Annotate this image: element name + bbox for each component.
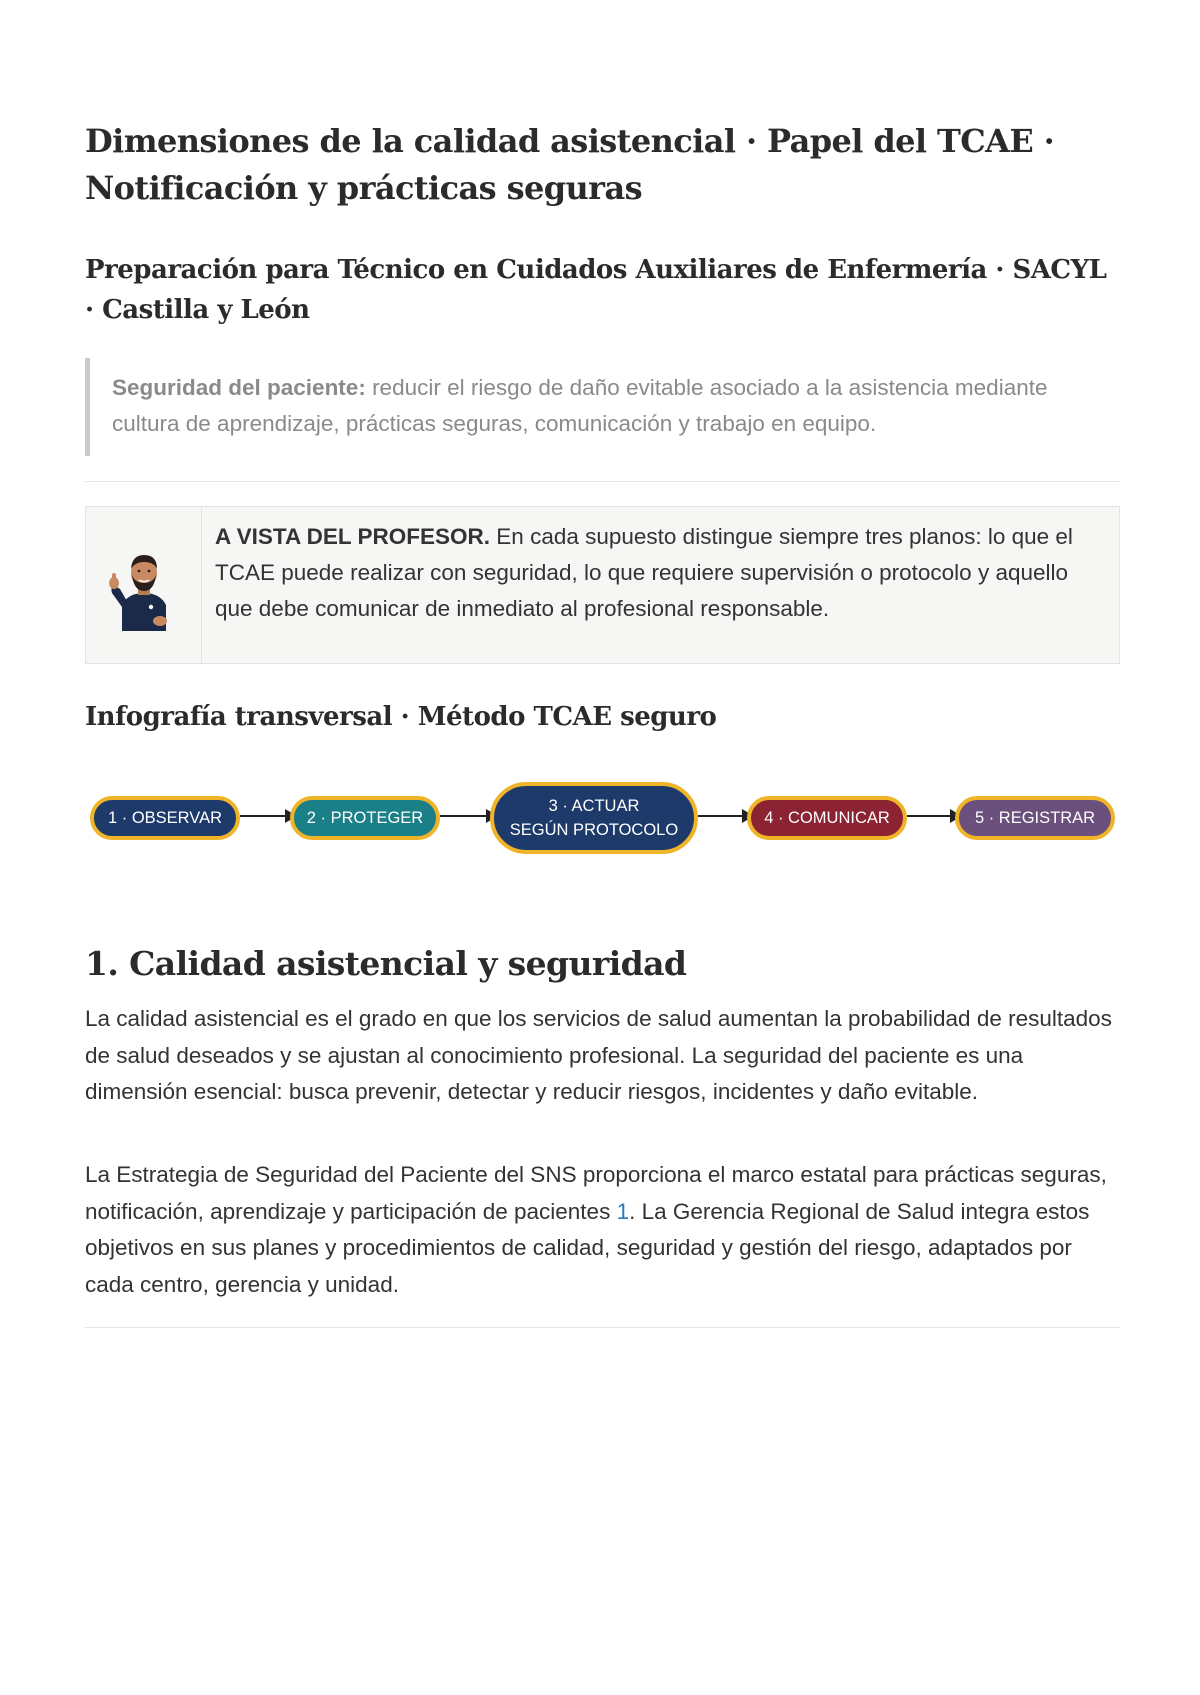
safe-method-flow (85, 778, 1120, 854)
flow-arrow (440, 815, 496, 817)
step-label: 4 · COMUNICAR (764, 809, 890, 827)
quote-text: reducir el riesgo de daño evitable asociado a la asistencia mediante cultura de aprendizaje, prácticas seguras, comunicación y trabajo en equipo. (112, 375, 1048, 436)
document-subtitle: Preparación para Técnico en Cuidados Auxiliares de Enfermería · SACYL · Castilla y León (85, 255, 1107, 325)
flow-arrow (698, 815, 752, 817)
paragraph-text: . La Gerencia Regional de Salud integra estos objetivos en sus planes y procedimientos de calidad, seguridad y gestión del riesgo, adaptados por cada centro, gerencia y unidad. (85, 1198, 1090, 1297)
professor-note-box (85, 506, 1120, 664)
reference-link-1[interactable]: 1 (616, 1198, 630, 1224)
flow-arrow (240, 815, 295, 817)
step-label: 2 · PROTEGER (306, 809, 424, 827)
divider (85, 1327, 1120, 1328)
quote-label: Seguridad del paciente: (112, 375, 366, 400)
step-label-line1: 3 · ACTUAR (548, 797, 640, 815)
flow-arrow (907, 815, 960, 817)
step-label-line2: SEGÚN PROTOCOLO (509, 821, 679, 839)
paragraph-text: La Estrategia de Seguridad del Paciente del SNS proporciona el marco estatal para prácticas seguras, notificación, aprendizaje y participación de pacientes (85, 1162, 1107, 1224)
professor-note-label: A VISTA DEL PROFESOR. (215, 524, 491, 549)
section-1-title: 1. Calidad asistencial y seguridad (85, 944, 687, 983)
section-1-paragraph-2 (85, 1157, 1120, 1303)
patient-safety-quote (85, 358, 1120, 456)
flow-step-observar (90, 796, 240, 840)
professor-note-text (215, 519, 1110, 627)
step-label: 5 · REGISTRAR (974, 809, 1096, 827)
flow-step-registrar (955, 796, 1115, 840)
flow-step-proteger (290, 796, 440, 840)
flow-step-comunicar (747, 796, 907, 840)
section-1-paragraph-1: La calidad asistencial es el grado en que los servicios de salud aumentan la probabilidad de resultados de salud deseados y se ajustan al conocimiento profesional. La seguridad del paciente es una dimensión esencial: busca prevenir, detectar y reducir riesgos, incidentes y daño evitable. (85, 1006, 1112, 1104)
teacher-avatar-icon (108, 547, 180, 631)
infographic-title: Infografía transversal · Método TCAE seguro (85, 702, 717, 732)
professor-note-body: En cada supuesto distingue siempre tres planos: lo que el TCAE puede realizar con seguridad, lo que requiere supervisión o protocolo y aquello que debe comunicar de inmediato al profesional responsable. (215, 524, 1073, 621)
document-title: Dimensiones de la calidad asistencial · Papel del TCAE · Notificación y prácticas seguras (85, 122, 1055, 207)
divider (85, 481, 1120, 482)
flow-step-actuar (490, 782, 698, 854)
avatar-cell (86, 507, 202, 663)
step-label: 1 · OBSERVAR (107, 809, 222, 827)
